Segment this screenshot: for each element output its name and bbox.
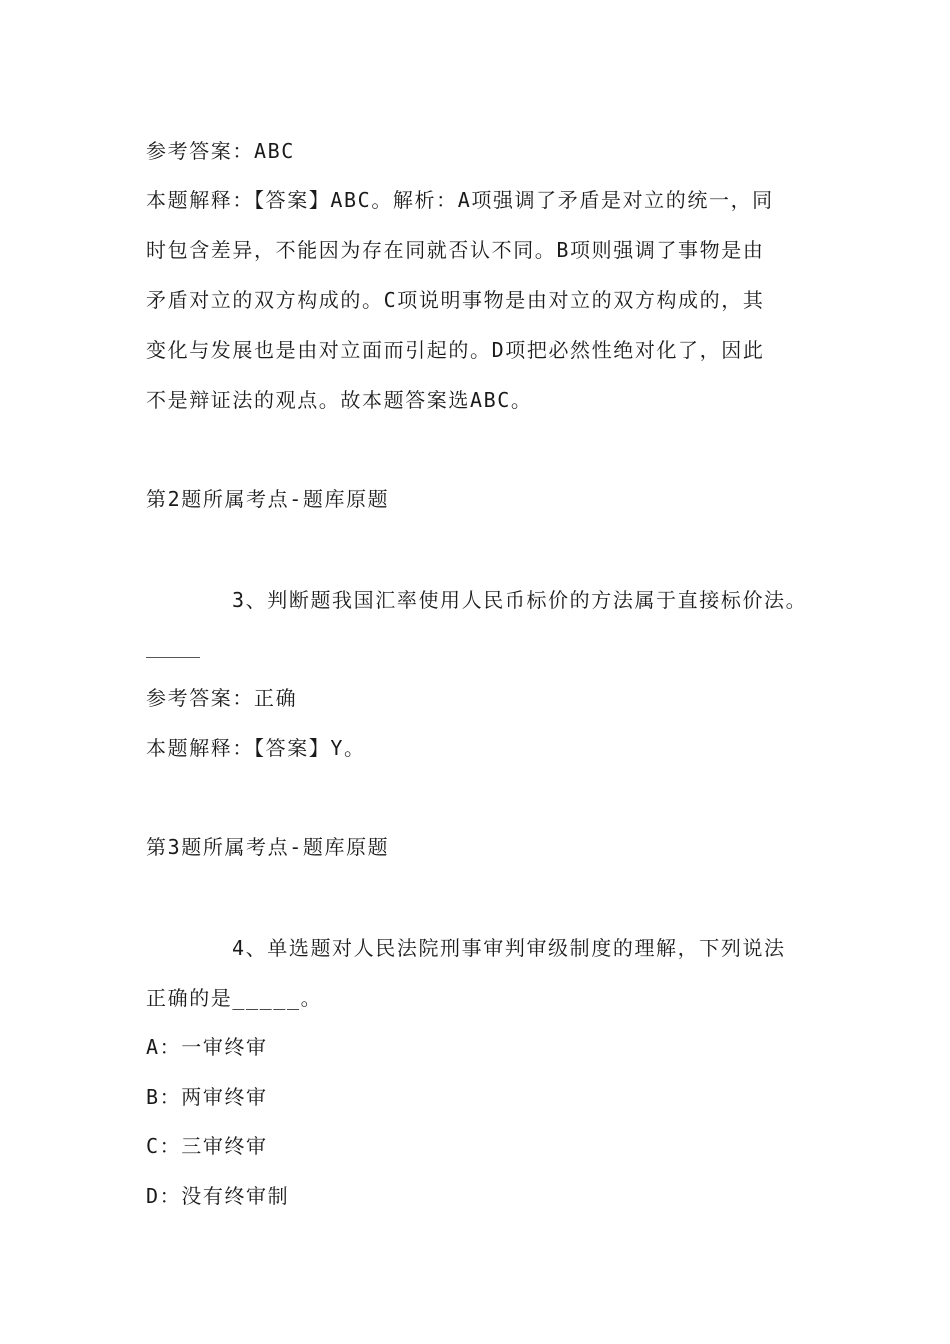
q4-option-c: C：三审终审: [146, 1134, 268, 1158]
q4-question-line-1: 4、单选题对人民法院刑事审判审级制度的理解，下列说法: [232, 936, 786, 960]
q2-explanation-line-3: 矛盾对立的双方构成的。C项说明事物是由对立的双方构成的，其: [146, 288, 765, 312]
q3-topic: 第3题所属考点-题库原题: [146, 835, 390, 859]
q2-answer: 参考答案：ABC: [146, 139, 295, 163]
q4-option-b: B：两审终审: [146, 1085, 268, 1109]
q2-topic: 第2题所属考点-题库原题: [146, 487, 390, 511]
q3-question: 3、判断题我国汇率使用人民币标价的方法属于直接标价法。: [232, 588, 808, 612]
q3-answer-blank: [146, 657, 200, 658]
q2-explanation-line-4: 变化与发展也是由对立面而引起的。D项把必然性绝对化了，因此: [146, 338, 765, 362]
q3-answer: 参考答案：正确: [146, 686, 298, 710]
q4-option-d: D：没有终审制: [146, 1184, 290, 1208]
q2-explanation-line-5: 不是辩证法的观点。故本题答案选ABC。: [146, 388, 533, 412]
q2-explanation-line-2: 时包含差异，不能因为存在同就否认不同。B项则强调了事物是由: [146, 238, 765, 262]
q4-option-a: A：一审终审: [146, 1035, 268, 1059]
q2-explanation-line-1: 本题解释：【答案】ABC。解析：A项强调了矛盾是对立的统一，同: [146, 188, 774, 212]
q3-explanation: 本题解释：【答案】Y。: [146, 736, 366, 760]
q4-question-line-2: 正确的是_____。: [146, 986, 323, 1010]
